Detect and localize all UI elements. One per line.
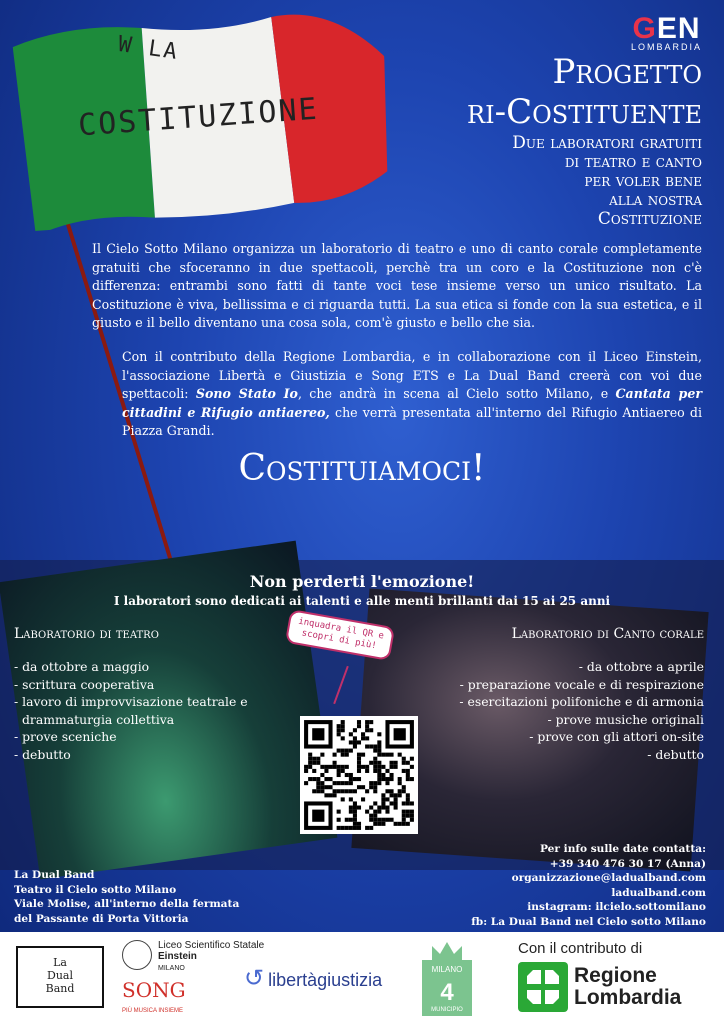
muni-number: 4: [440, 979, 454, 1006]
song-logo: SONG: [122, 978, 186, 1002]
contribution-paragraph: Con il contributo della Regione Lombardia, e in collaborazione con il Liceo Einstein, l'associazione Libertà e Giustizia e Song ETS e La Dual Band creerà con voi due spettacoli: Sono Stato Io, che andrà in scena al Cielo sotto Milano, e Cantata per cittadini e Rifugio antiaereo, che verrà presentata all'interno del Rifugio Antiaereo di Piazza Grandi.: [122, 349, 703, 439]
list-item: - preparazione vocale e di respirazione: [459, 676, 704, 692]
dual-band-logo: La Dual Band: [16, 946, 104, 1008]
municipio-logo: [418, 940, 476, 1016]
lab-teatro-list: [14, 658, 248, 763]
list-item: - prove sceniche: [14, 729, 117, 744]
instagram-link[interactable]: instagram: ilcielo.sottomilano: [527, 901, 706, 914]
page-title: Progetto ri-Costituente: [467, 52, 702, 132]
contribution-label: Con il contributo di: [518, 940, 643, 957]
qr-code[interactable]: [300, 716, 418, 834]
einstein-logo: Liceo Scientifico Statale Einstein MILANO: [122, 940, 264, 974]
list-item: - da ottobre a maggio: [14, 659, 150, 674]
list-item: - da ottobre a aprile: [578, 659, 704, 674]
cta-subtitle: I laboratori sono dedicati ai talenti e alle menti brillanti dai 15 ai 25 anni: [113, 594, 611, 608]
email-link[interactable]: organizzazione@ladualband.com: [511, 872, 706, 885]
list-item: - lavoro di improvvisazione teatrale e: [14, 694, 248, 709]
phone-link[interactable]: +39 340 476 30 17 (Anna): [549, 857, 706, 870]
flag-text-line1: W LA: [116, 31, 181, 66]
lg-swirl-icon: ↺: [244, 965, 265, 992]
list-item: - debutto: [14, 746, 71, 762]
regione-lombardia-icon: [518, 962, 568, 1012]
slogan: Costituiamoci!: [238, 448, 486, 489]
song-tagline: PIÙ MUSICA INSIEME: [122, 1008, 184, 1014]
website-link[interactable]: ladualband.com: [611, 886, 706, 899]
qr-hint-note: inquadra il QR e scopri di più!: [285, 609, 395, 661]
venue-address: La Dual Band Teatro il Cielo sotto Milano Viale Molise, all'interno della fermata del Passante di Porta Vittoria: [14, 869, 240, 925]
facebook-link[interactable]: fb: La Dual Band nel Cielo sotto Milano: [471, 915, 706, 928]
list-item: - prove con gli attori on-site: [529, 729, 704, 744]
seal-icon: [122, 940, 152, 970]
liberta-giustizia-logo: ↺ libertàgiustizia: [244, 965, 383, 992]
regione-lombardia-logo: Regione Lombardia: [574, 964, 682, 1009]
list-item: drammaturgia collettiva: [22, 711, 175, 727]
list-item: - debutto: [647, 746, 704, 762]
lab-canto-list: [459, 658, 704, 763]
muni-top-text: MILANO: [431, 965, 463, 974]
cta-title: Non perderti l'emozione!: [249, 572, 475, 591]
lab-teatro-title: Laboratorio di teatro: [14, 626, 159, 642]
lab-canto-title: Laboratorio di Canto corale: [511, 626, 704, 642]
list-item: - esercitazioni polifoniche e di armonia: [459, 694, 704, 709]
gen-logo: GEN LOMBARDIA: [630, 12, 702, 52]
page-subtitle: Due laboratori gratuiti di teatro e canto per voler bene alla nostra Costituzione: [512, 133, 702, 229]
muni-bottom-text: MUNICIPIO: [431, 1007, 463, 1013]
intro-paragraph: Il Cielo Sotto Milano organizza un laboratorio di teatro e uno di canto corale completamente gratuiti che sfoceranno in due spettacoli, perchè tra un coro e la Costituzione non c'è differenza: entrambi sono fatti di tante voci tese insieme verso un unico risultato. La Costituzione è viva, bellissima e ci riguarda tutti. La sua etica si fonde con la sua estetica, e il giusto e il bello diventano una cosa sola, com'è giusto e bello che sia.: [92, 241, 702, 331]
flag-text-line2: COSTITUZIONE: [77, 91, 320, 144]
list-item: - scrittura cooperativa: [14, 676, 155, 692]
list-item: - prove musiche originali: [547, 711, 704, 727]
contact-info: Per info sulle date contatta: +39 340 476 30 17 (Anna) organizzazione@ladualband.com ladualband.com instagram: ilcielo.sottomilano fb: La Dual Band nel Cielo sotto Milano: [471, 843, 706, 928]
sponsor-footer: [0, 932, 724, 1024]
